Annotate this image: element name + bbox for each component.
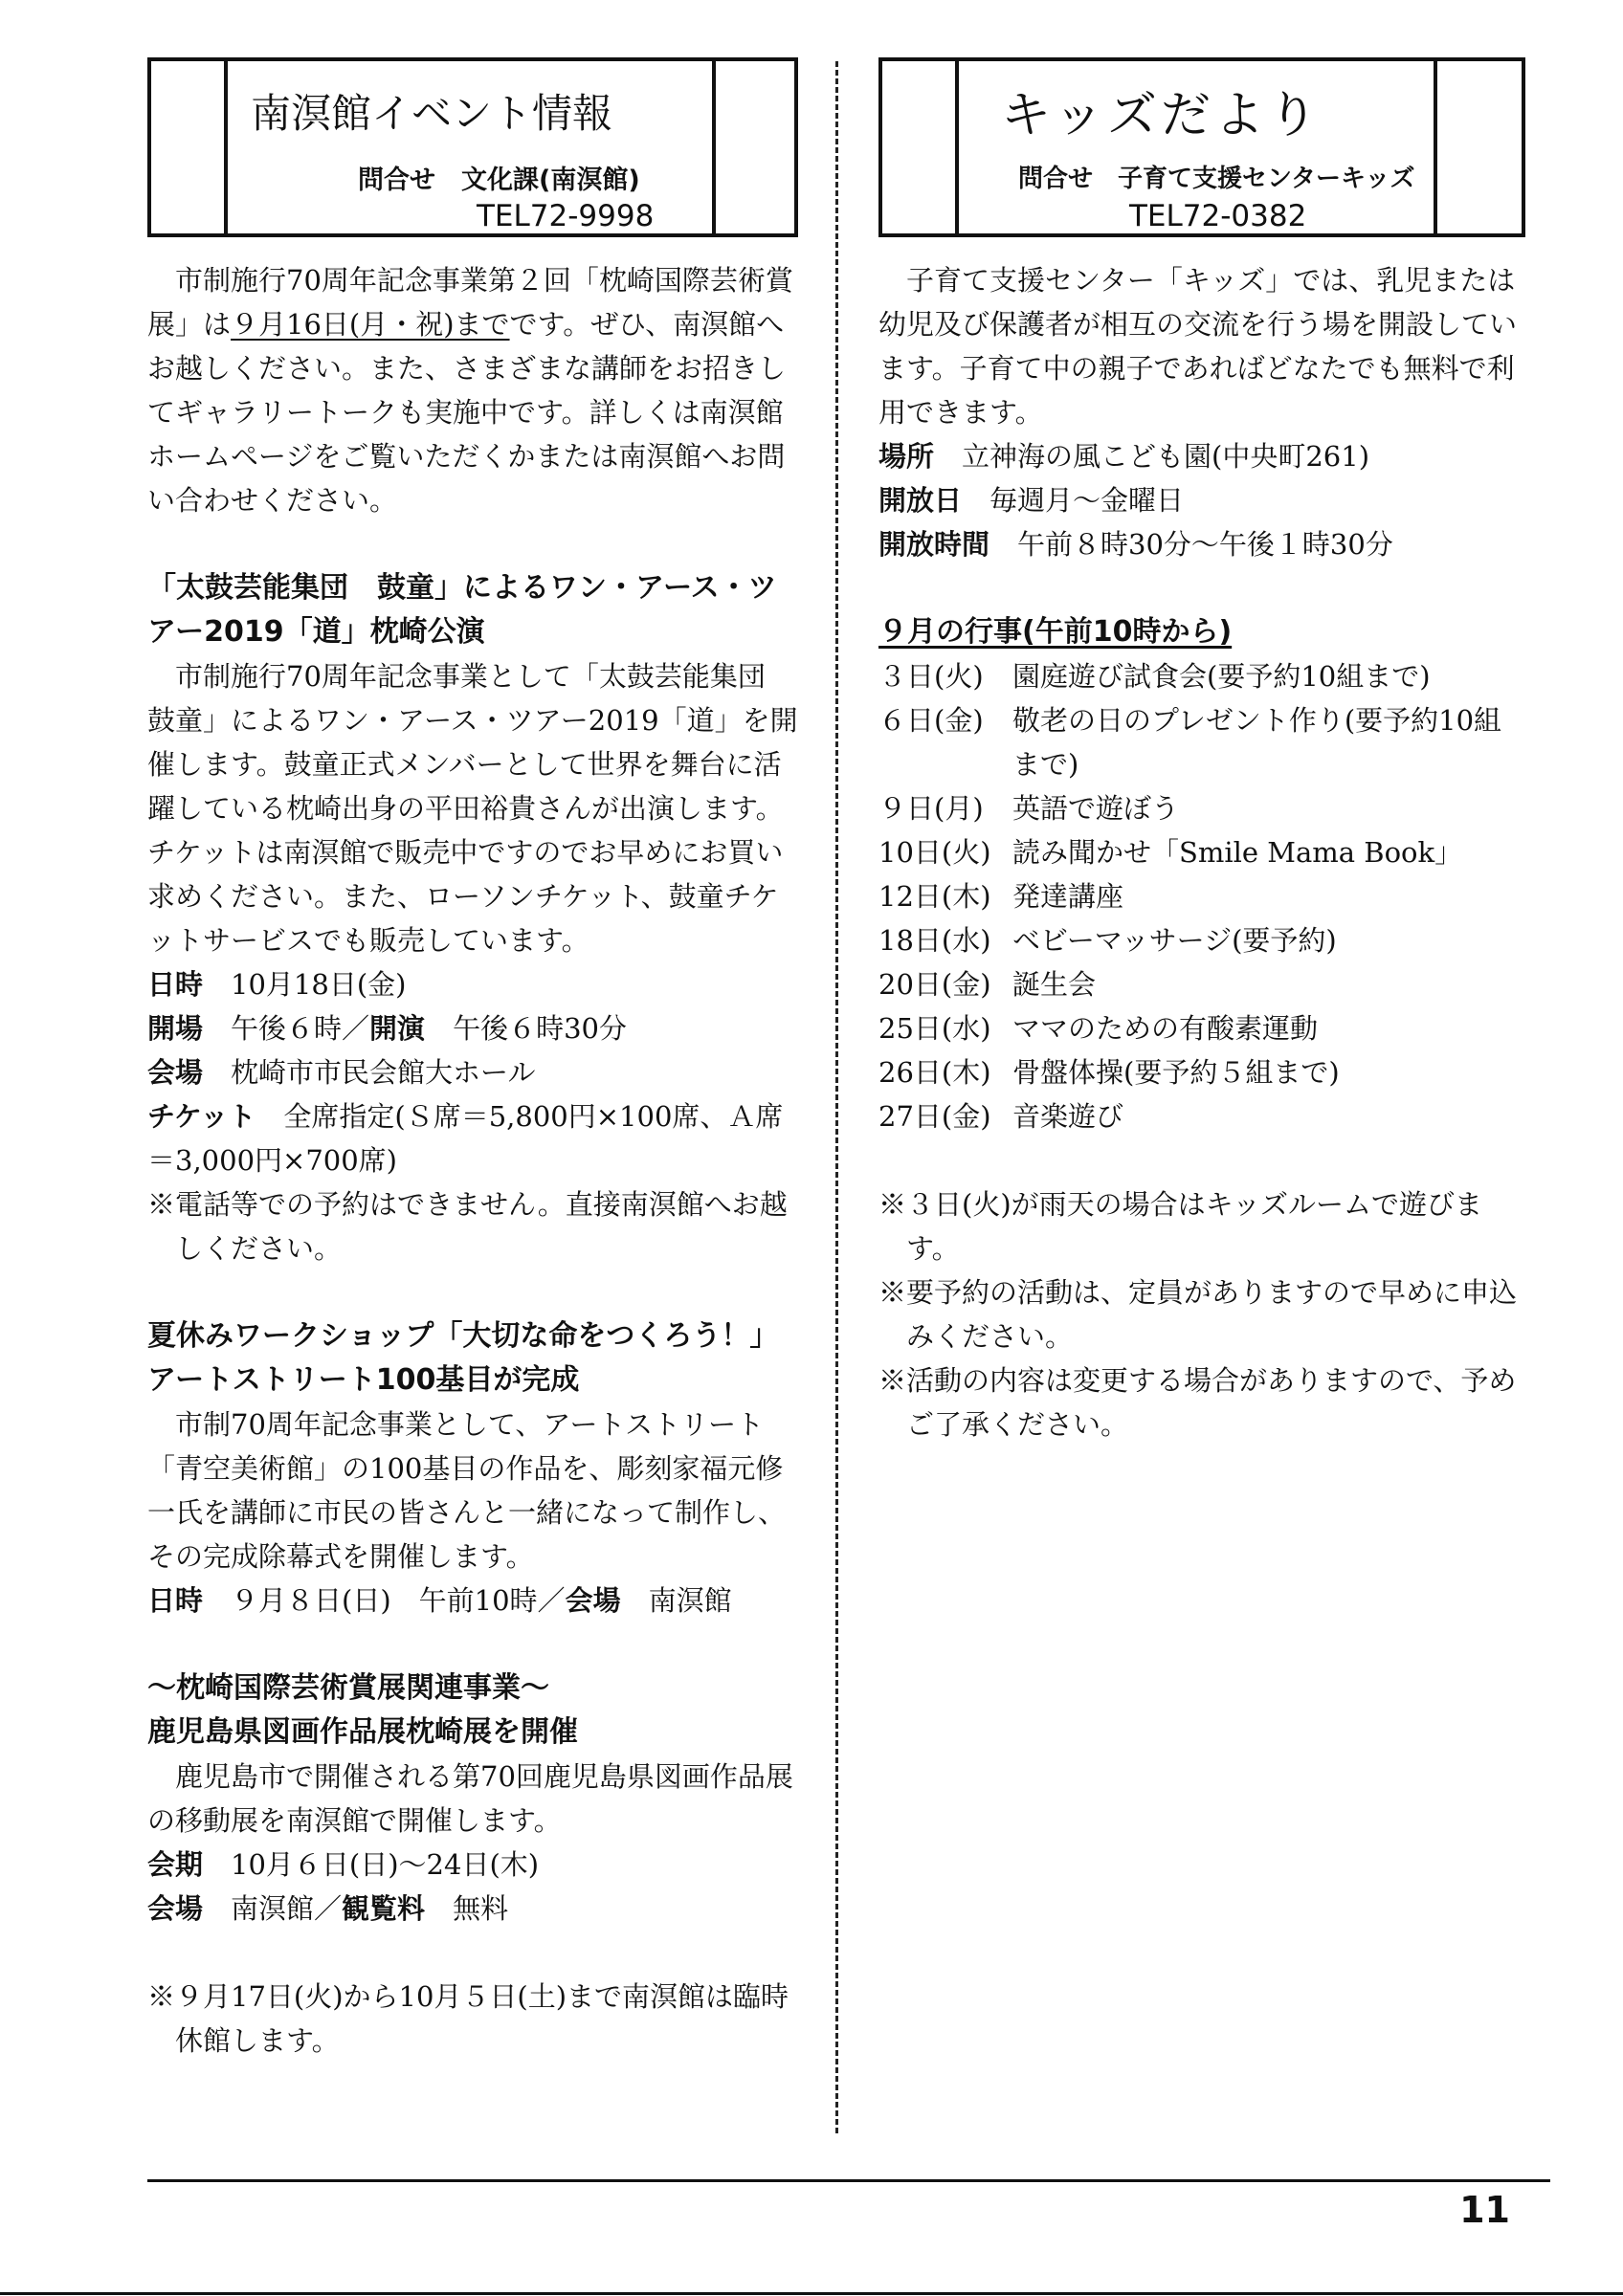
event-drawing-exhibition (147, 1667, 798, 1931)
page-number: 11 (1459, 2189, 1510, 2231)
kids-note: ※３日(火)が雨天の場合はキッズルームで遊びます。 (878, 1188, 1483, 1265)
label: 日時 (147, 968, 204, 1001)
label: 開放日 (878, 484, 963, 517)
label: 開放時間 (878, 528, 990, 561)
schedule-date: ９日(月) (878, 792, 984, 825)
event-time-row (147, 1006, 798, 1050)
label: 会場 (147, 1056, 204, 1089)
event-body: 鹿児島市で開催される第70回鹿児島県図画作品展の移動展を南溟館で開催します。 (147, 1760, 793, 1837)
value: 午後６時30分 (453, 1012, 627, 1045)
event-venue-row (147, 1050, 798, 1094)
value: 午後６時／ (231, 1012, 370, 1045)
schedule-table (878, 654, 1525, 1138)
value: ９月８日(日) 午前10時／ (231, 1584, 566, 1617)
event-period-row (147, 1843, 798, 1887)
nanmeikan-section (147, 57, 798, 2063)
intro-date: ９月16日(月・祝)まで (231, 308, 510, 341)
bottom-rule (0, 2292, 1623, 2295)
header-tel: TEL72-9998 (477, 199, 655, 233)
schedule-event: 英語で遊ぼう (1012, 792, 1180, 825)
header-divider (955, 61, 959, 233)
event-date-row (147, 962, 798, 1006)
value: 10月18日(金) (231, 968, 407, 1001)
event-title: 「太鼓芸能集団 鼓童」によるワン・アース・ツアー2019「道」枕崎公演 (147, 571, 777, 649)
header-divider (712, 61, 716, 233)
open-hours-row (878, 522, 1525, 566)
value: 枕崎市市民会館大ホール (231, 1056, 536, 1089)
intro-text: です。ぜひ、南溟館へお越しください。また、さまざまな講師をお招きしてギャラリートークも実施中です。詳しくは南溟館ホームページをご覧いただくかまたは南溟館へお問い合わせください。 (147, 308, 787, 517)
schedule-event: 読み聞かせ「Smile Mama Book」 (1012, 836, 1463, 869)
event-ticket-row (147, 1094, 798, 1182)
schedule-event: ママのための有酸素運動 (1012, 1012, 1319, 1045)
label: 会場 (147, 1892, 204, 1925)
kids-note: ※活動の内容は変更する場合がありますので、予めご了承ください。 (878, 1364, 1517, 1441)
schedule-date: ６日(金) (878, 704, 984, 737)
header-contact: 問合せ 文化課(南溟館) (358, 166, 640, 195)
schedule-date: 10日(火) (878, 836, 991, 869)
schedule-date: 27日(金) (878, 1100, 991, 1133)
schedule-date: 18日(水) (878, 924, 991, 957)
closure-note: ※９月17日(火)から10月５日(土)まで南溟館は臨時休館します。 (147, 1980, 789, 2057)
header-divider (224, 61, 228, 233)
label: 場所 (878, 440, 935, 473)
event-venue-row (147, 1887, 798, 1931)
schedule-event: 発達講座 (1012, 880, 1124, 913)
nanmeikan-header-box (147, 57, 798, 237)
schedule-row (878, 830, 1525, 874)
schedule-date: 20日(金) (878, 968, 991, 1001)
event-kodo (147, 566, 798, 1270)
header-divider (1434, 61, 1437, 233)
event-title: 夏休みワークショップ「大切な命をつくろう！」アートストリート100基目が完成 (147, 1319, 779, 1397)
value: 無料 (453, 1892, 509, 1925)
header-contact: 問合せ 子育て支援センターキッズ (1018, 165, 1415, 193)
schedule-event: ベビーマッサージ(要予約) (1012, 924, 1337, 957)
event-title-line1: ～枕崎国際芸術賞展関連事業～ (147, 1671, 549, 1705)
schedule-date: 26日(木) (878, 1056, 991, 1089)
label: 日時 (147, 1584, 204, 1617)
schedule-event: 骨盤体操(要予約５組まで) (1012, 1056, 1340, 1089)
value: 午前８時30分～午後１時30分 (1017, 528, 1393, 561)
label: 観覧料 (342, 1892, 426, 1925)
event-workshop (147, 1314, 798, 1623)
event-note: ※電話等での予約はできません。直接南溟館へお越しください。 (147, 1188, 788, 1265)
schedule-row (878, 918, 1525, 962)
header-title: 南溟館イベント情報 (251, 90, 613, 137)
schedule-row (878, 1094, 1525, 1138)
label: 開演 (369, 1012, 426, 1045)
schedule-title (878, 610, 1525, 654)
header-title: キッズだより (1001, 87, 1322, 144)
intro-text: 市制施行70周年記念事業第２回「枕崎国際芸術賞展」は (147, 264, 793, 341)
value: 南溟館／ (231, 1892, 343, 1925)
value: 立神海の風こども園(中央町261) (962, 440, 1370, 473)
kids-header-box (878, 57, 1525, 237)
schedule-title-text: ９月の行事(午前10時から) (878, 615, 1233, 649)
schedule-date: 25日(水) (878, 1012, 991, 1045)
schedule-event: 誕生会 (1012, 968, 1097, 1001)
schedule-event: 敬老の日のプレゼント作り(要予約10組まで) (1012, 704, 1502, 781)
schedule-row (878, 874, 1525, 918)
kids-note: ※要予約の活動は、定員がありますので早めに申込みください。 (878, 1276, 1518, 1353)
schedule-row (878, 1006, 1525, 1050)
event-title-line2: 鹿児島県図画作品展枕崎展を開催 (147, 1715, 578, 1749)
schedule-row (878, 698, 1525, 786)
value: 10月６日(日)～24日(木) (231, 1848, 540, 1881)
label: 開場 (147, 1012, 204, 1045)
event-body: 市制施行70周年記念事業として「太鼓芸能集団 鼓童」によるワン・アース・ツアー2019「道」を開催します。鼓童正式メンバーとして世界を舞台に活躍している枕崎出身の平田裕貴さんが出演します。チケットは南溟館で販売中ですのでお早めにお買い求めください。また、ローソンチケット、鼓童チケットサービスでも販売しています。 (147, 660, 798, 957)
value: 全席指定(Ｓ席＝5,800円×100席、Ａ席＝3,000円×700席) (147, 1100, 784, 1177)
kids-notes (878, 1182, 1525, 1446)
header-tel: TEL72-0382 (1129, 199, 1307, 233)
label: 会期 (147, 1848, 204, 1881)
schedule-date: 12日(木) (878, 880, 991, 913)
value: 毎週月～金曜日 (989, 484, 1185, 517)
schedule-row (878, 654, 1525, 698)
event-date-row (147, 1578, 798, 1623)
schedule-row (878, 1050, 1525, 1094)
schedule-date: ３日(火) (878, 660, 984, 693)
open-days-row (878, 478, 1525, 522)
schedule-row (878, 962, 1525, 1006)
place-row (878, 434, 1525, 478)
kids-section (878, 57, 1525, 1446)
schedule-event: 園庭遊び試食会(要予約10組まで) (1012, 660, 1431, 693)
label: 会場 (565, 1584, 621, 1617)
footer-rule (147, 2179, 1550, 2182)
intro-paragraph (147, 258, 798, 522)
schedule-event: 音楽遊び (1012, 1100, 1124, 1133)
column-divider (835, 61, 838, 2133)
kids-intro: 子育て支援センター「キッズ」では、乳児または幼児及び保護者が相互の交流を行う場を開設しています。子育て中の親子であればどなたでも無料で利用できます。 (878, 264, 1518, 429)
schedule-row (878, 786, 1525, 830)
label: チケット (147, 1100, 256, 1133)
value: 南溟館 (648, 1584, 732, 1617)
event-body: 市制70周年記念事業として、アートストリート「青空美術館」の100基目の作品を、彫刻家福元修一氏を講師に市民の皆さんと一緒になって制作し、その完成除幕式を開催します。 (147, 1408, 787, 1573)
